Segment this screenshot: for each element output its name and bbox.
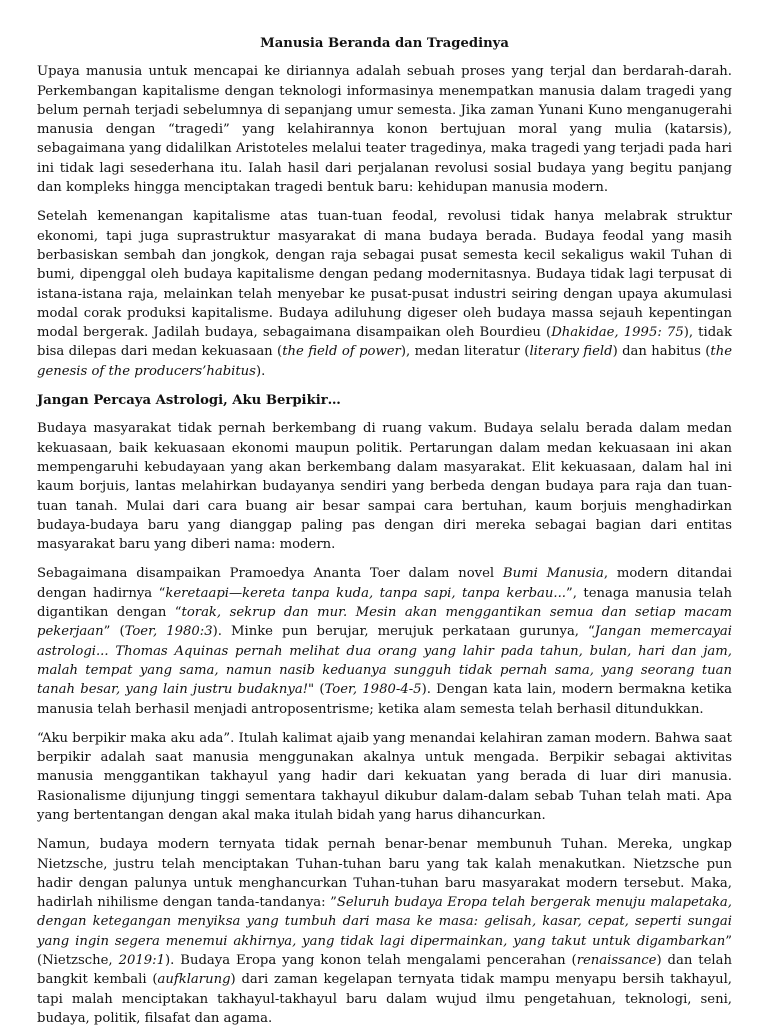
italic-term: the genesis of the producers’habitus <box>37 344 733 379</box>
section-subtitle: Jangan Percaya Astrologi, Aku Berpikir… <box>37 393 341 409</box>
text-run: ), medan literatur ( <box>400 344 530 360</box>
citation: 2019:1 <box>118 953 165 969</box>
document-title: Manusia Beranda dan Tragedinya <box>260 36 509 51</box>
quote: keretaapi—kereta tanpa kuda, tanpa sapi, tanpa kerbau... <box>165 585 566 601</box>
paragraph-4 <box>37 564 732 718</box>
text-run: ) dan telah bangkit kembali ( <box>37 953 732 988</box>
text-run: ” (Nietzsche, <box>37 933 732 969</box>
text-run: ) dari zaman kegelapan ternyata tidak mampu menyapu bersih takhayul, tapi malah menciptakan takhayul-takhayul baru dalam wujud ilmu pengetahuan, teknologi, seni, budaya, politik, filsafat dan agama. <box>37 972 732 1026</box>
citation: Toer, 1980-4-5 <box>324 682 422 698</box>
italic-term: the field of power <box>282 344 401 360</box>
text-run: Namun, budaya modern ternyata tidak pernah benar-benar membunuh Tuhan. Mereka, ungkap Nietzsche, justru telah menciptakan Tuhan-tuhan baru yang tak kalah menakutkan. Nietzsche pun hadir dengan palunya untuk menghancurkan Tuhan-tuhan baru masyarakat modern tersebut. Maka, hadirlah nihilisme dengan tanda-tandanya: ” <box>37 837 732 911</box>
text-run: " ( <box>308 682 325 698</box>
text-run: ”, tenaga manusia telah digantikan dengan “ <box>37 585 733 621</box>
quote: Seluruh budaya Eropa telah bergerak menuju malapetaka, dengan ketegangan menyiksa yang tumbuh dari masa ke masa: gelisah, kasar, cepat, seperti sungai yang ingin segera menemui akhirnya, yang tidak lagi dipermainkan, yang takut untuk digambarkan <box>37 895 732 949</box>
italic-term: literary field <box>529 344 613 360</box>
text-run: ), tidak bisa dilepas dari medan kekuasaan ( <box>37 325 732 360</box>
text-run: , modern ditandai dengan hadirnya “ <box>37 566 732 601</box>
quote: Jangan memercayai astrologi... Thomas Aquinas pernah melihat dua orang yang lahir pada tahun, bulan, hari dan jam, malah tempat yang sama, namun nasib keduanya sungguh tidak pernah sama, yang seorang tuan tanah besar, yang lain justru budaknya! <box>37 624 732 698</box>
paragraph-5: “Aku berpikir maka aku ada”. Itulah kalimat ajaib yang menandai kelahiran zaman modern. Bahwa saat berpikir adalah saat manusia menggunakan akalnya untuk mengada. Berpikir sebagai aktivitas manusia menggantikan takhayul yang hadir dari kekuatan yang berada di luar diri manusia. Rasionalisme dijunjung tinggi sementara takhayul dikubur dalam-dalam sebab Tuhan telah mati. Apa yang bertentangan dengan akal maka itulah bidah yang harus dihancurkan. <box>37 730 732 823</box>
text-run: ). Dengan kata lain, modern bermakna ketika manusia telah berhasil menjadi antroposentrisme; ketika alam semesta telah berhasil ditundukkan. <box>37 682 732 717</box>
text-run: ). <box>255 363 266 379</box>
quote: torak, sekrup dan mur. Mesin akan menggantikan semua dan setiap macam pekerjaan <box>37 605 733 640</box>
text-run: ). Budaya Eropa yang konon telah mengalami pencerahan ( <box>164 953 577 969</box>
text-run: ) dan habitus ( <box>612 344 711 360</box>
paragraph-2 <box>37 207 732 381</box>
italic-term: renaissance <box>576 953 657 969</box>
citation: Toer, 1980:3 <box>124 624 213 640</box>
paragraph-6 <box>37 835 732 1028</box>
italic-term: aufklarung <box>157 972 231 988</box>
text-run: ). Minke pun berujar, merujuk perkataan gurunya, “ <box>212 624 595 640</box>
book-title: Bumi Manusia <box>502 566 604 582</box>
text-run: ” ( <box>103 624 125 640</box>
paragraph-3: Budaya masyarakat tidak pernah berkembang di ruang vakum. Budaya selalu berada dalam medan kekuasaan, baik kekuasaan ekonomi maupun politik. Pertarungan dalam medan kekuasaan ini akan mempengaruhi kebudayaan yang akan berkembang dalam masyarakat. Elit kekuasaan, dalam hal ini kaum borjuis, lantas melahirkan budayanya sendiri yang berbeda dengan budaya para raja dan tuan-tuan tanah. Mulai dari cara buang air besar sampai cara bertuhan, kaum borjuis menghadirkan budaya-budaya baru yang dianggap paling pas dengan diri mereka sebagai bagian dari entitas masyarakat baru yang diberi nama: modern. <box>37 421 732 553</box>
citation: Dhakidae, 1995: 75 <box>551 325 684 341</box>
text-run: Setelah kemenangan kapitalisme atas tuan-tuan feodal, revolusi tidak hanya melabrak struktur ekonomi, tapi juga suprastruktur masyarakat di mana budaya berada. Budaya feodal yang masih berbasiskan sembah dan jongkok, dengan raja sebagai pusat semesta kecil sekaligus wakil Tuhan di bumi, dipenggal oleh budaya kapitalisme dengan pedang modernitasnya. Budaya tidak lagi terpusat di istana-istana raja, melainkan telah menyebar ke pusat-pusat industri seiring dengan upaya akumulasi modal corak produksi kapitalisme. Budaya adiluhung digeser oleh budaya massa sejauh kepentingan modal bergerak. Jadilah budaya, sebagaimana disampaikan oleh Bourdieu ( <box>37 209 732 341</box>
paragraph-1: Upaya manusia untuk mencapai ke diriannya adalah sebuah proses yang terjal dan berdarah-darah. Perkembangan kapitalisme dengan teknologi informasinya menempatkan manusia dalam tragedi yang belum pernah terjadi sebelumnya di sepanjang umur semesta. Jika zaman Yunani Kuno menganugerahi manusia dengan “tragedi” yang kelahirannya konon bertujuan moral yang mulia (katarsis), sebagaimana yang didalilkan Aristoteles melalui teater tragedinya, maka tragedi yang terjadi pada hari ini tidak lagi sesederhana itu. Ialah hasil dari perjalanan revolusi sosial budaya yang begitu panjang dan kompleks hingga menciptakan tragedi bentuk baru: kehidupan manusia modern. <box>37 64 732 196</box>
text-run: Sebagaimana disampaikan Pramoedya Ananta Toer dalam novel <box>37 566 503 582</box>
